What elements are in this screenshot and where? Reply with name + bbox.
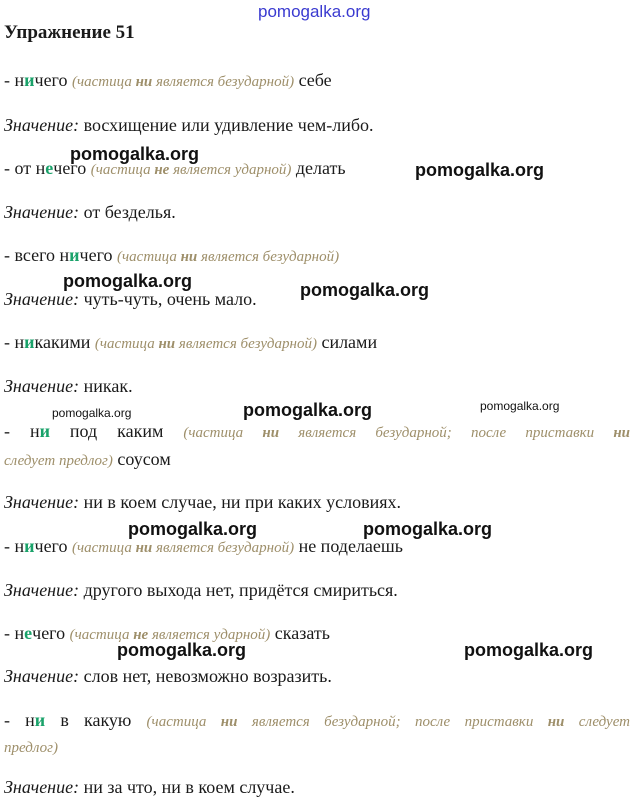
phrase-7: - нечего (частица не является ударной) сказать	[4, 623, 330, 643]
note-4: (частица ни является безударной)	[94, 336, 317, 352]
watermark: pomogalka.org	[70, 144, 200, 164]
watermark: pomogalka.org	[128, 519, 258, 539]
meaning-5: Значение: ни в коем случае, ни при каких условиях.	[4, 492, 402, 512]
note-2: (частица не является ударной)	[90, 162, 292, 178]
meaning-4: Значение: никак.	[4, 376, 133, 396]
watermark: pomogalka.org	[243, 400, 373, 420]
meaning-7: Значение: слов нет, невозможно возразить.	[4, 666, 332, 686]
note-5: (частица ни является безударной; после приставки ни	[183, 425, 631, 441]
watermark: pomogalka.org	[117, 640, 247, 660]
site-header[interactable]: pomogalka.org	[258, 2, 371, 21]
page-title: Упражнение 51	[4, 22, 135, 43]
note-6: (частица ни является безударной)	[72, 540, 295, 556]
phrase-8-cont: предлог)	[4, 740, 58, 756]
phrase-4: - никакими (частица ни является безударной) силами	[4, 332, 378, 352]
meaning-3: Значение: чуть-чуть, очень мало.	[4, 289, 257, 309]
meaning-1: Значение: восхищение или удивление чем-либо.	[4, 115, 374, 135]
phrase-5-cont: следует предлог) соусом	[4, 449, 171, 469]
phrase-3: - всего ничего (частица ни является безударной)	[4, 245, 340, 265]
meaning-6: Значение: другого выхода нет, придётся смириться.	[4, 580, 398, 600]
watermark: pomogalka.org	[52, 406, 132, 420]
note-7: (частица не является ударной)	[69, 627, 271, 643]
meaning-8: Значение: ни за что, ни в коем случае.	[4, 777, 295, 797]
note-8: (частица ни является безударной; после приставки ни следует	[146, 714, 631, 730]
watermark: pomogalka.org	[63, 271, 193, 291]
meaning-2: Значение: от безделья.	[4, 202, 176, 222]
watermark: pomogalka.org	[480, 399, 560, 413]
watermark: pomogalka.org	[464, 640, 594, 660]
note-1: (частица ни является безударной)	[72, 74, 295, 90]
phrase-6: - ничего (частица ни является безударной) не поделаешь	[4, 536, 403, 556]
phrase-1: - ничего (частица ни является безударной) себе	[4, 70, 332, 90]
watermark: pomogalka.org	[415, 160, 545, 180]
phrase-2: - от нечего (частица не является ударной) делать	[4, 158, 346, 178]
watermark: pomogalka.org	[363, 519, 493, 539]
phrase-8: - ни в какую (частица ни является безударной; после приставки ни следует	[4, 710, 631, 730]
phrase-5: - ни под каким (частица ни является безударной; после приставки ни	[4, 421, 631, 441]
note-3: (частица ни является безударной)	[117, 249, 340, 265]
watermark: pomogalka.org	[300, 280, 430, 300]
